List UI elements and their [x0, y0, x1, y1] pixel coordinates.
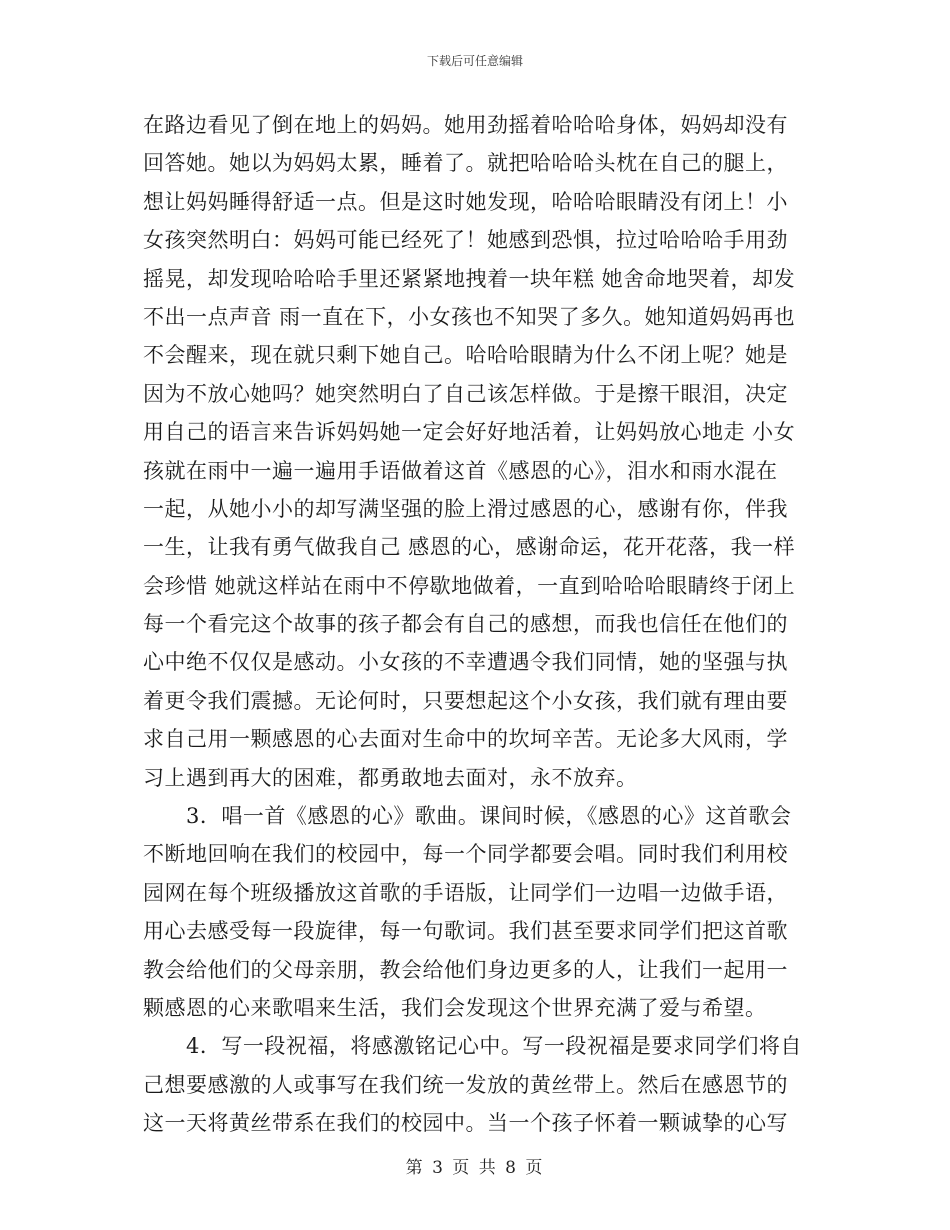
text-line: 因为不放心她吗？她突然明白了自己该怎样做。于是擦干眼泪，决定 [143, 381, 788, 406]
page-header: 下载后可任意编辑 [426, 54, 523, 68]
text-line: 这一天将黄丝带系在我们的校园中。当一个孩子怀着一颗诚挚的心写 [143, 1111, 788, 1136]
text-line: 3．唱一首《感恩的心》歌曲。课间时候，《感恩的心》这首歌会 [143, 804, 792, 829]
text-line: 用心去感受每一段旋律，每一句歌词。我们甚至要求同学们把这首歌 [143, 919, 788, 944]
text-line: 每一个看完这个故事的孩子都会有自己的感想，而我也信任在他们的 [143, 612, 788, 637]
text-line: 孩就在雨中一遍一遍用手语做着这首《感恩的心》，泪水和雨水混在 [143, 458, 778, 483]
text-line: 己想要感激的人或事写在我们统一发放的黄丝带上。然后在感恩节的 [143, 1072, 788, 1097]
text-line: 教会给他们的父母亲朋，教会给他们身边更多的人，让我们一起用一 [143, 957, 788, 982]
text-line: 用自己的语言来告诉妈妈她一定会好好地活着，让妈妈放心地走 小女 [143, 420, 796, 445]
text-line: 一起，从她小小的却写满坚强的脸上滑过感恩的心，感谢有你，伴我 [143, 496, 788, 521]
text-line: 会珍惜 她就这样站在雨中不停歇地做着，一直到哈哈哈眼睛终于闭上 [143, 573, 796, 598]
text-line: 颗感恩的心来歌唱来生活，我们会发现这个世界充满了爱与希望。 [143, 995, 767, 1020]
text-line: 心中绝不仅仅是感动。小女孩的不幸遭遇令我们同情，她的坚强与执 [143, 650, 788, 675]
text-line: 在路边看见了倒在地上的妈妈。她用劲摇着哈哈哈身体，妈妈却没有 [143, 113, 788, 137]
text-line: 求自己用一颗感恩的心去面对生命中的坎坷辛苦。无论多大风雨，学 [143, 727, 788, 752]
text-line: 想让妈妈睡得舒适一点。但是这时她发现，哈哈哈眼睛没有闭上！小 [143, 189, 788, 214]
text-line: 习上遇到再大的困难，都勇敢地去面对，永不放弃。 [143, 765, 638, 790]
text-line: 着更令我们震撼。无论何时，只要想起这个小女孩，我们就有理由要 [143, 688, 788, 713]
text-line: 4．写一段祝福，将感激铭记心中。写一段祝福是要求同学们将自 [143, 1034, 802, 1059]
document-body [143, 106, 813, 1143]
text-line: 一生，让我有勇气做我自己 感恩的心，感谢命运，花开花落，我一样 [143, 535, 796, 560]
text-line: 女孩突然明白：妈妈可能已经死了！她感到恐惧，拉过哈哈哈手用劲 [143, 228, 788, 253]
text-line: 摇晃，却发现哈哈哈手里还紧紧地拽着一块年糕 她舍命地哭着，却发 [143, 266, 796, 291]
text-line: 不断地回响在我们的校园中，每一个同学都要会唱。同时我们利用校 [143, 842, 788, 867]
text-line: 园网在每个班级播放这首歌的手语版，让同学们一边唱一边做手语， [143, 880, 788, 905]
page-footer: 第 3 页 共 8 页 [405, 1158, 545, 1178]
text-line: 不会醒来，现在就只剩下她自己。哈哈哈眼睛为什么不闭上呢？她是 [143, 343, 788, 368]
text-line: 回答她。她以为妈妈太累，睡着了。就把哈哈哈头枕在自己的腿上， [143, 151, 788, 176]
text-line: 不出一点声音 雨一直在下，小女孩也不知哭了多久。她知道妈妈再也 [143, 304, 796, 329]
